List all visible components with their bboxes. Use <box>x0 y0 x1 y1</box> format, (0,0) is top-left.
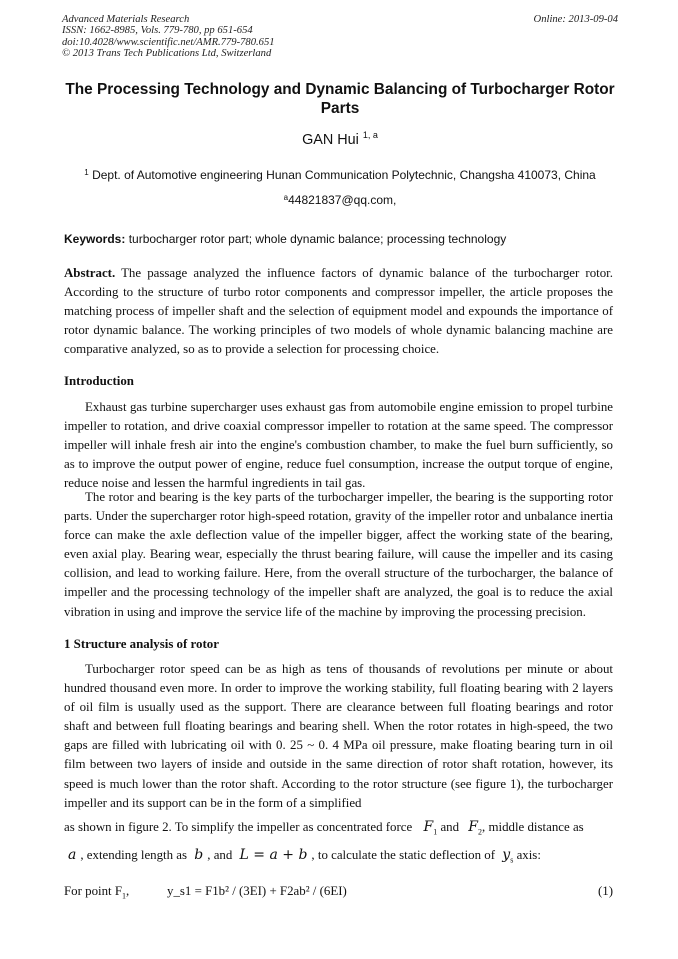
calc-text: , to calculate the static deflection of <box>311 848 496 862</box>
abstract <box>64 264 613 359</box>
variable-line <box>64 847 613 865</box>
point-sub: 1 <box>122 891 127 901</box>
l-expression: L = a + b <box>239 847 308 863</box>
section-1-heading: 1 Structure analysis of rotor <box>64 637 219 651</box>
author-line <box>62 132 618 148</box>
deflection-formula: y_s1 = F1b² / (3EI) + F2ab² / (6EI) <box>167 884 347 898</box>
online-date: Online: 2013-09-04 <box>533 14 618 25</box>
var-ys: y <box>502 847 511 863</box>
var-ys-sub: s <box>510 855 514 865</box>
force-line-text: as shown in figure 2. To simplify the impeller as concentrated force <box>64 819 413 834</box>
author-name: GAN Hui <box>302 132 359 148</box>
extending-text: , extending length as <box>80 848 188 862</box>
section-1-body: Turbocharger rotor speed can be as high as tens of thousands of revolutions per minute or about hundred thousand even more. In order to improve the working stability, full floating bearing with 2 layers of oil film is usually used as the support. There are clearance between full floating bearings and rotor shaft and between full floating bearings and bearing shell. When the rotor rotates in high-speed, the two gaps are filled with lubricating oil with 0. 25 ~ 0. 4 MPa oil pressure, make floating bearing turn in oil film between two layers of inside and outside in the same direction of rotor shaft rotation, however, its speed is much lower than the rotor shaft. According to the rotor structure (see figure 1), the turbocharger impeller and its support can be in the form of a simplified <box>64 662 613 810</box>
force-line <box>64 818 613 842</box>
section-1-paragraph <box>64 660 613 841</box>
abstract-label: Abstract. <box>64 266 116 280</box>
affiliation-marker: 1 <box>84 168 89 177</box>
keywords <box>64 232 618 246</box>
author-superscript: 1, a <box>362 130 378 140</box>
paper-title: The Processing Technology and Dynamic Balancing of Turbocharger Rotor Parts <box>65 81 615 117</box>
doi-line: doi:10.4028/www.scientific.net/AMR.779-780.651 <box>62 36 275 48</box>
email-line <box>62 193 618 207</box>
and-text: , and <box>207 848 233 862</box>
email-marker: a <box>283 193 289 202</box>
keywords-label: Keywords: <box>64 232 126 246</box>
point-label: For point F <box>64 884 123 898</box>
journal-name: Advanced Materials Research <box>62 14 190 25</box>
var-b: b <box>194 847 204 863</box>
keywords-text: turbocharger rotor part; whole dynamic balance; processing technology <box>128 232 507 246</box>
abstract-text: The passage analyzed the influence factors of dynamic balance of the turbocharger rotor. According to the structure of turbo rotor components and compressor impeller, the article proposes the matching process of impeller shaft and the selection of equipment model and expounds the importance of rotor dynamic balance. The working principles of two models of whole dynamic balancing machine are comparative analyzed, so as to provide a selection for processing choice. <box>64 266 613 357</box>
axis-text: axis: <box>516 848 541 862</box>
force-f1-sub: 1 <box>433 827 438 837</box>
equation-1 <box>64 884 613 901</box>
var-a: a <box>68 847 77 863</box>
force-f1: F <box>423 818 434 835</box>
equation-number: (1) <box>597 884 613 898</box>
force-f2-sub: 2 <box>478 827 483 837</box>
force-f2: F <box>468 818 479 835</box>
issn-line: ISSN: 1662-8985, Vols. 779-780, pp 651-654 <box>62 25 253 37</box>
intro-paragraph-2: The rotor and bearing is the key parts of the turbocharger impeller, the bearing is the supporting rotor parts. Under the supercharger rotor high-speed rotation, gravity of the impeller rotor and unbalance inertia force can make the axle deflection value of the impeller bigger, affect the working state of the bearing, even axial play. Bearing wear, especially the thrust bearing failure, will cause the impeller and its casing collision, and lead to working failure. Here, from the overall structure of the turbocharger, the balance of impeller and the processing technology of the impeller shaft are analyzed, the goal is to reduce the axial vibration in using and improve the service life of the machine by improving the processing precision. <box>64 490 613 619</box>
journal-header <box>62 14 618 59</box>
force-and: and <box>440 819 460 834</box>
point-comma: , <box>126 884 130 898</box>
copyright-line: © 2013 Trans Tech Publications Ltd, Switzerland <box>62 47 272 59</box>
intro-paragraph-1: Exhaust gas turbine supercharger uses exhaust gas from automobile engine emission to propel turbine impeller to rotation, and drive coaxial compressor impeller to rotation at the same speed. The compressor impeller will inhale fresh air into the engine's combustion chamber, to make the fuel burn sufficiently, so as to improve the output power of engine, reduce fuel consumption, increase the output torque of engine, reduce noise and lessen the harmful ingredients in tail gas. <box>64 400 613 491</box>
email-address[interactable]: 44821837@qq.com, <box>288 193 397 207</box>
introduction-heading: Introduction <box>64 374 134 388</box>
affiliation <box>62 168 618 182</box>
force-after: , middle distance as <box>482 819 584 834</box>
affiliation-text: Dept. of Automotive engineering Hunan Communication Polytechnic, Changsha 410073, China <box>92 168 596 182</box>
